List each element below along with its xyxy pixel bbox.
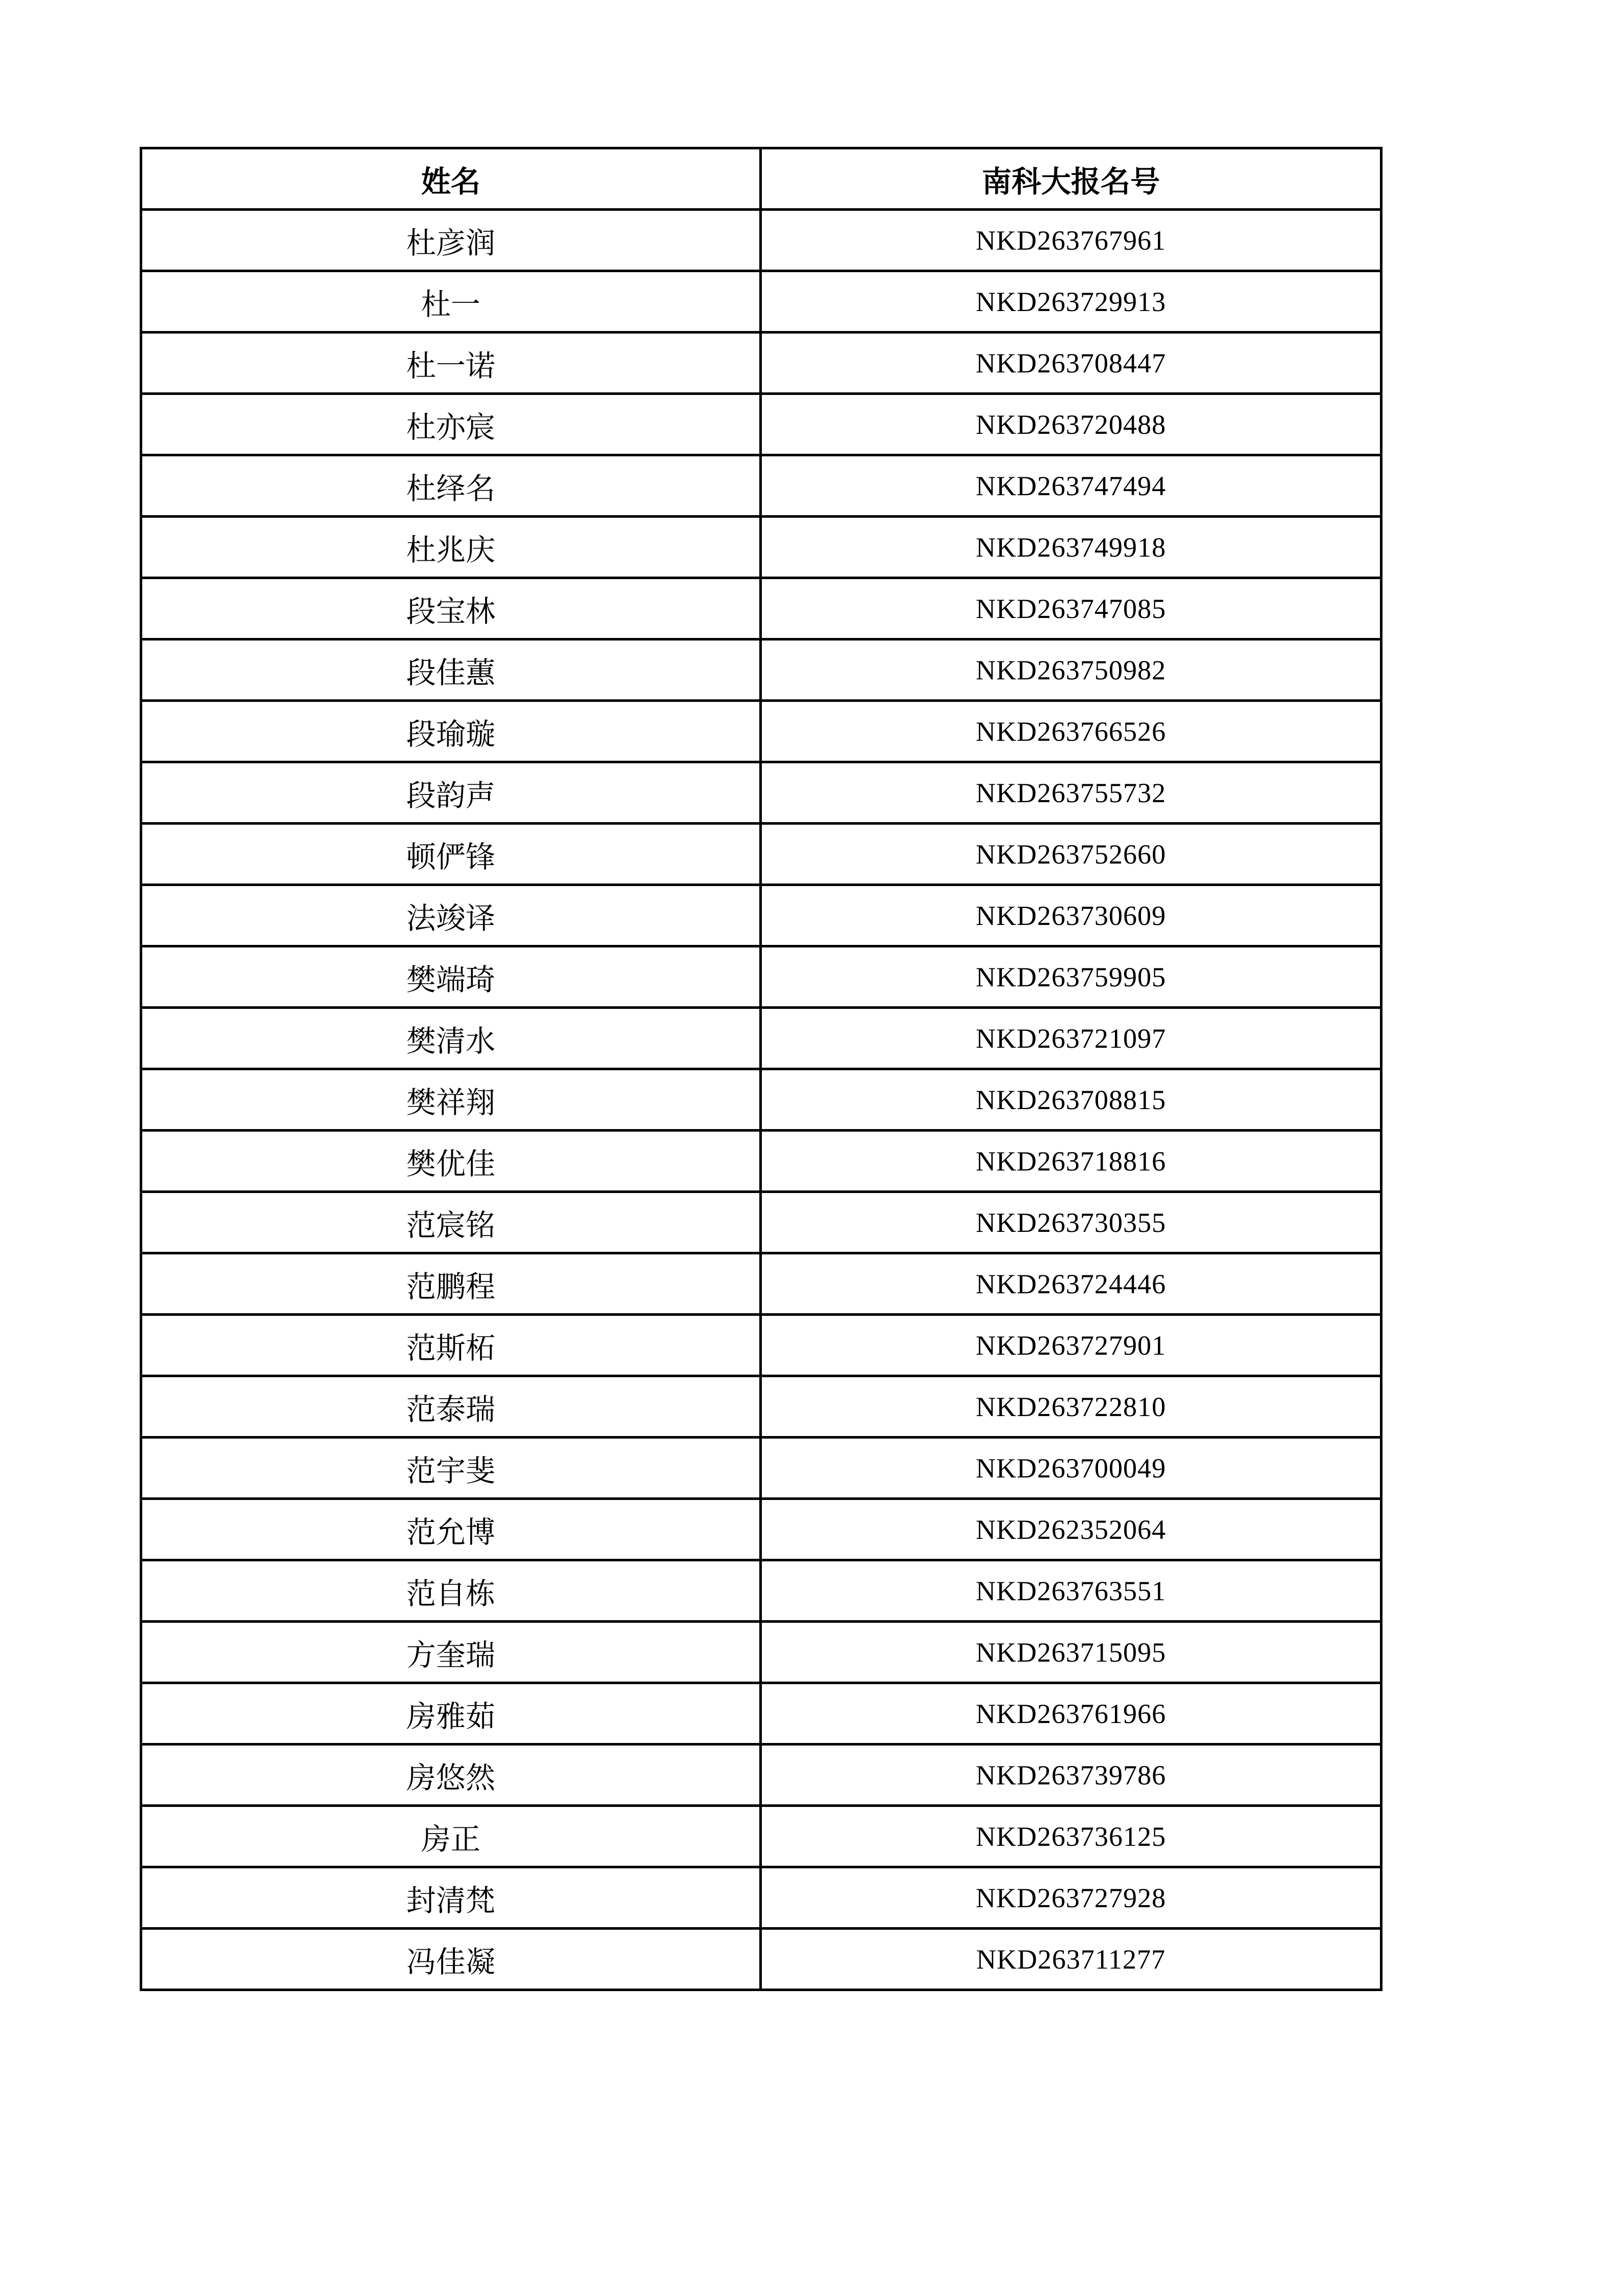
name-cell: 范鹏程 — [141, 1253, 761, 1315]
table-body — [141, 210, 1381, 1990]
name-cell: 段佳蕙 — [141, 639, 761, 701]
table-row — [141, 455, 1381, 517]
registration-id-cell: NKD263761966 — [761, 1683, 1381, 1745]
table-row — [141, 762, 1381, 824]
table-row — [141, 1438, 1381, 1499]
name-cell: 杜一 — [141, 271, 761, 333]
column-header-name: 姓名 — [141, 148, 761, 210]
table-row — [141, 1192, 1381, 1253]
table-row — [141, 1376, 1381, 1438]
table-row — [141, 824, 1381, 885]
name-cell: 杜绎名 — [141, 455, 761, 517]
table-row — [141, 885, 1381, 946]
table-row — [141, 1867, 1381, 1929]
table-row — [141, 1683, 1381, 1745]
name-cell: 杜彦润 — [141, 210, 761, 271]
registration-id-cell: NKD263759905 — [761, 946, 1381, 1008]
table-row — [141, 578, 1381, 639]
header-row — [141, 148, 1381, 210]
table-row — [141, 210, 1381, 271]
registration-id-cell: NKD263763551 — [761, 1560, 1381, 1622]
registration-id-cell: NKD263730355 — [761, 1192, 1381, 1253]
table-row — [141, 1131, 1381, 1192]
table-row — [141, 701, 1381, 762]
name-cell: 樊清水 — [141, 1008, 761, 1069]
registration-id-cell: NKD263708815 — [761, 1069, 1381, 1131]
registration-id-cell: NKD263747085 — [761, 578, 1381, 639]
table-row — [141, 1622, 1381, 1683]
name-cell: 封清梵 — [141, 1867, 761, 1929]
registration-id-cell: NKD263739786 — [761, 1745, 1381, 1806]
registration-id-cell: NKD263715095 — [761, 1622, 1381, 1683]
registration-id-cell: NKD263752660 — [761, 824, 1381, 885]
registration-id-cell: NKD263730609 — [761, 885, 1381, 946]
table-row — [141, 946, 1381, 1008]
table-row — [141, 1929, 1381, 1990]
column-header-registration-id: 南科大报名号 — [761, 148, 1381, 210]
table-row — [141, 1008, 1381, 1069]
table-row — [141, 1253, 1381, 1315]
registration-id-cell: NKD263718816 — [761, 1131, 1381, 1192]
table-row — [141, 1745, 1381, 1806]
registration-id-cell: NKD263729913 — [761, 271, 1381, 333]
table-row — [141, 394, 1381, 455]
registration-id-cell: NKD263767961 — [761, 210, 1381, 271]
roster-table — [140, 147, 1382, 1991]
registration-id-cell: NKD263722810 — [761, 1376, 1381, 1438]
registration-id-cell: NKD263727901 — [761, 1315, 1381, 1376]
table-row — [141, 1560, 1381, 1622]
table-header — [141, 148, 1381, 210]
name-cell: 段韵声 — [141, 762, 761, 824]
registration-id-cell: NKD263727928 — [761, 1867, 1381, 1929]
registration-id-cell: NKD263720488 — [761, 394, 1381, 455]
name-cell: 范允博 — [141, 1499, 761, 1560]
table-row — [141, 1806, 1381, 1867]
registration-id-cell: NKD263711277 — [761, 1929, 1381, 1990]
table-row — [141, 333, 1381, 394]
name-cell: 房悠然 — [141, 1745, 761, 1806]
name-cell: 杜亦宸 — [141, 394, 761, 455]
registration-id-cell: NKD263755732 — [761, 762, 1381, 824]
name-cell: 樊端琦 — [141, 946, 761, 1008]
registration-id-cell: NKD263747494 — [761, 455, 1381, 517]
registration-id-cell: NKD263708447 — [761, 333, 1381, 394]
table-row — [141, 1499, 1381, 1560]
registration-id-cell: NKD263749918 — [761, 517, 1381, 578]
name-cell: 法竣译 — [141, 885, 761, 946]
registration-id-cell: NKD263766526 — [761, 701, 1381, 762]
name-cell: 樊祥翔 — [141, 1069, 761, 1131]
name-cell: 杜兆庆 — [141, 517, 761, 578]
name-cell: 范泰瑞 — [141, 1376, 761, 1438]
table-row — [141, 1315, 1381, 1376]
name-cell: 范斯柘 — [141, 1315, 761, 1376]
table-row — [141, 639, 1381, 701]
name-cell: 房正 — [141, 1806, 761, 1867]
name-cell: 方奎瑞 — [141, 1622, 761, 1683]
name-cell: 樊优佳 — [141, 1131, 761, 1192]
name-cell: 范宇斐 — [141, 1438, 761, 1499]
table-row — [141, 1069, 1381, 1131]
name-cell: 顿俨锋 — [141, 824, 761, 885]
name-cell: 范宸铭 — [141, 1192, 761, 1253]
name-cell: 段瑜璇 — [141, 701, 761, 762]
registration-id-cell: NKD263721097 — [761, 1008, 1381, 1069]
registration-id-cell: NKD263700049 — [761, 1438, 1381, 1499]
name-cell: 杜一诺 — [141, 333, 761, 394]
registration-id-cell: NKD263724446 — [761, 1253, 1381, 1315]
name-cell: 房雅茹 — [141, 1683, 761, 1745]
name-cell: 范自栋 — [141, 1560, 761, 1622]
registration-id-cell: NKD263736125 — [761, 1806, 1381, 1867]
name-cell: 冯佳凝 — [141, 1929, 761, 1990]
registration-id-cell: NKD263750982 — [761, 639, 1381, 701]
name-cell: 段宝林 — [141, 578, 761, 639]
registration-id-cell: NKD262352064 — [761, 1499, 1381, 1560]
table-row — [141, 517, 1381, 578]
table-row — [141, 271, 1381, 333]
